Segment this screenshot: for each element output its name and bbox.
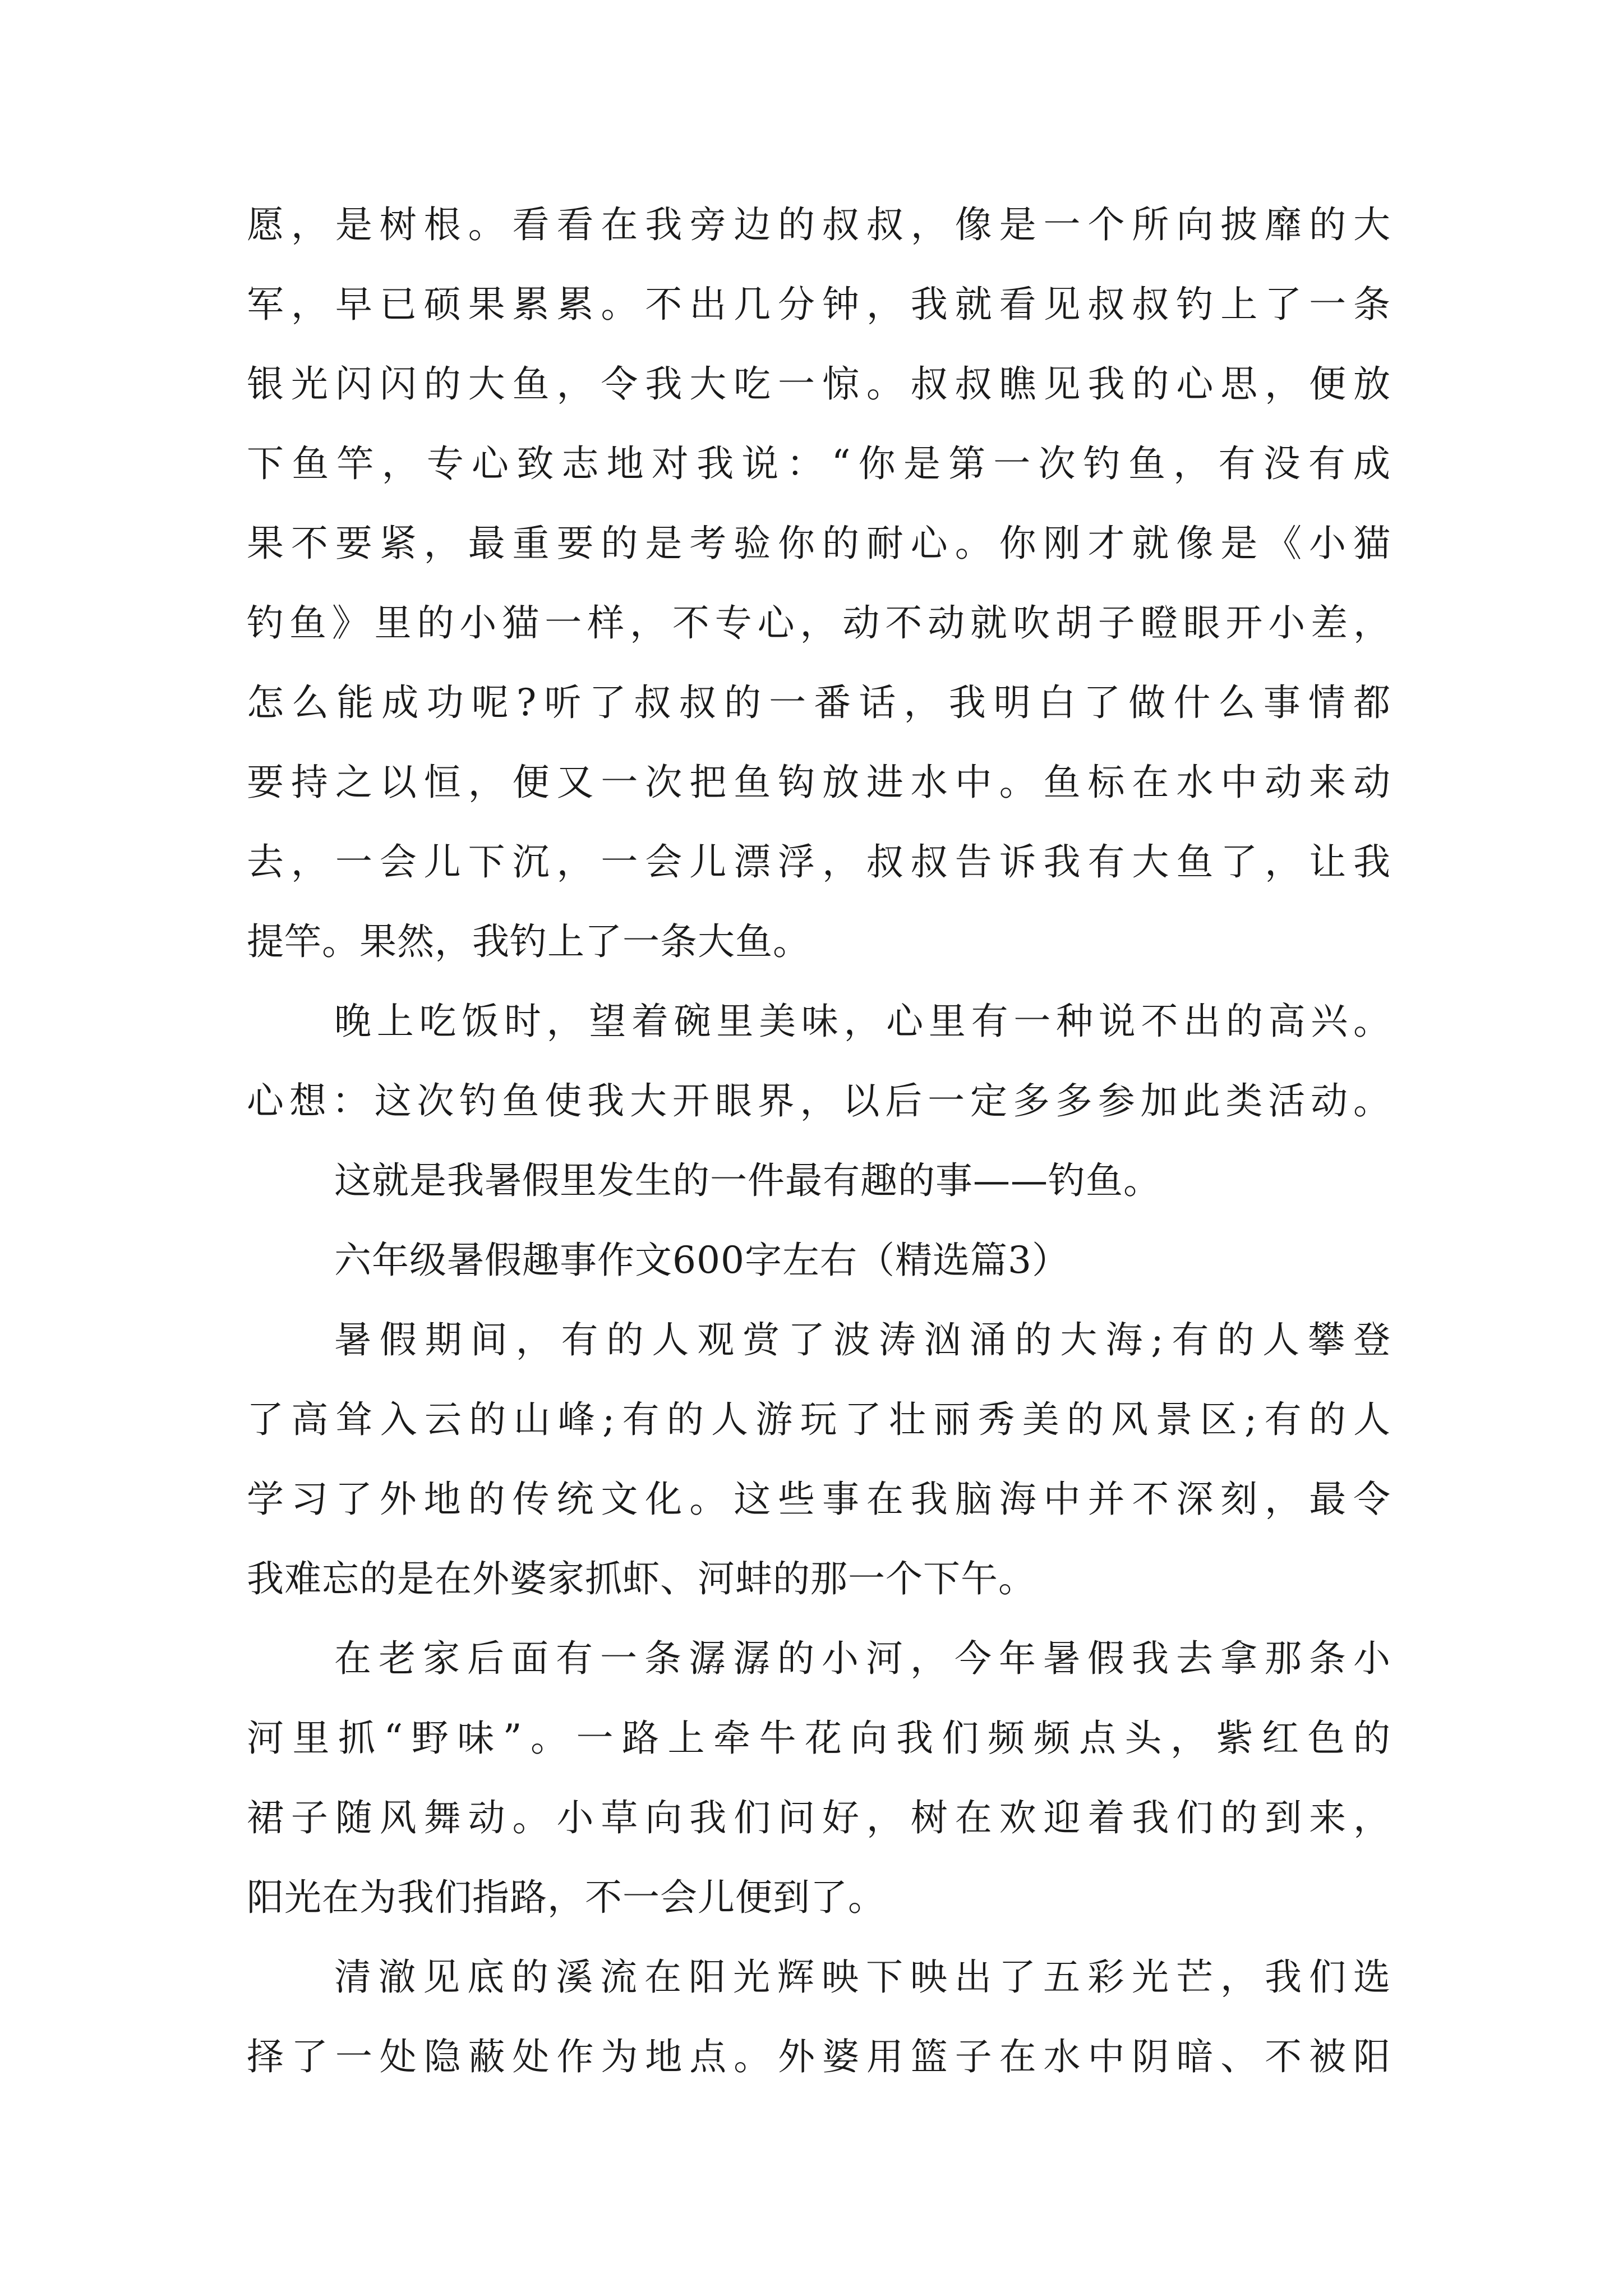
- text-line: 清澈见底的溪流在阳光辉映下映出了五彩光芒，我们选: [334, 1955, 1391, 1999]
- text-line: 军，早已硕果累累。不出几分钟，我就看见叔叔钓上了一条: [247, 283, 1391, 326]
- document-page: [247, 185, 1391, 2097]
- text-line: 了高耸入云的山峰;有的人游玩了壮丽秀美的风景区;有的人: [247, 1398, 1391, 1441]
- text-line: 择了一处隐蔽处作为地点。外婆用篮子在水中阴暗、不被阳: [247, 2035, 1391, 2078]
- text-line: 这就是我暑假里发生的一件最有趣的事——钓鱼。: [334, 1159, 1161, 1202]
- text-line: 要持之以恒，便又一次把鱼钩放进水中。鱼标在水中动来动: [247, 761, 1391, 804]
- text-line: 愿，是树根。看看在我旁边的叔叔，像是一个所向披靡的大: [247, 203, 1391, 246]
- text-line: 暑假期间，有的人观赏了波涛汹涌的大海;有的人攀登: [334, 1318, 1391, 1361]
- text-line: 我难忘的是在外婆家抓虾、河蚌的那一个下午。: [247, 1557, 1036, 1600]
- text-line: 心想：这次钓鱼使我大开眼界，以后一定多多参加此类活动。: [247, 1079, 1391, 1122]
- text-line: 怎么能成功呢?听了叔叔的一番话，我明白了做什么事情都: [247, 681, 1391, 724]
- text-line: 钓鱼》里的小猫一样，不专心，动不动就吹胡子瞪眼开小差，: [247, 601, 1391, 645]
- text-line: 果不要紧，最重要的是考验你的耐心。你刚才就像是《小猫: [247, 522, 1391, 565]
- text-line: 下鱼竿，专心致志地对我说：“你是第一次钓鱼，有没有成: [247, 442, 1391, 485]
- section-heading: 六年级暑假趣事作文600字左右（精选篇3）: [334, 1239, 1069, 1282]
- text-line: 提竿。果然，我钓上了一条大鱼。: [247, 920, 810, 963]
- text-line: 裙子随风舞动。小草向我们问好，树在欢迎着我们的到来，: [247, 1796, 1391, 1839]
- text-line: 学习了外地的传统文化。这些事在我脑海中并不深刻，最令: [247, 1478, 1391, 1521]
- text-line: 银光闪闪的大鱼，令我大吃一惊。叔叔瞧见我的心思，便放: [247, 362, 1391, 406]
- text-line: 河里抓“野味”。一路上牵牛花向我们频频点头，紫红色的: [247, 1717, 1391, 1760]
- text-line: 阳光在为我们指路，不一会儿便到了。: [247, 1876, 886, 1919]
- text-line: 在老家后面有一条潺潺的小河，今年暑假我去拿那条小: [334, 1637, 1391, 1680]
- text-line: 去，一会儿下沉，一会儿漂浮，叔叔告诉我有大鱼了，让我: [247, 840, 1391, 884]
- text-line: 晚上吃饭时，望着碗里美味，心里有一种说不出的高兴。: [334, 1000, 1391, 1043]
